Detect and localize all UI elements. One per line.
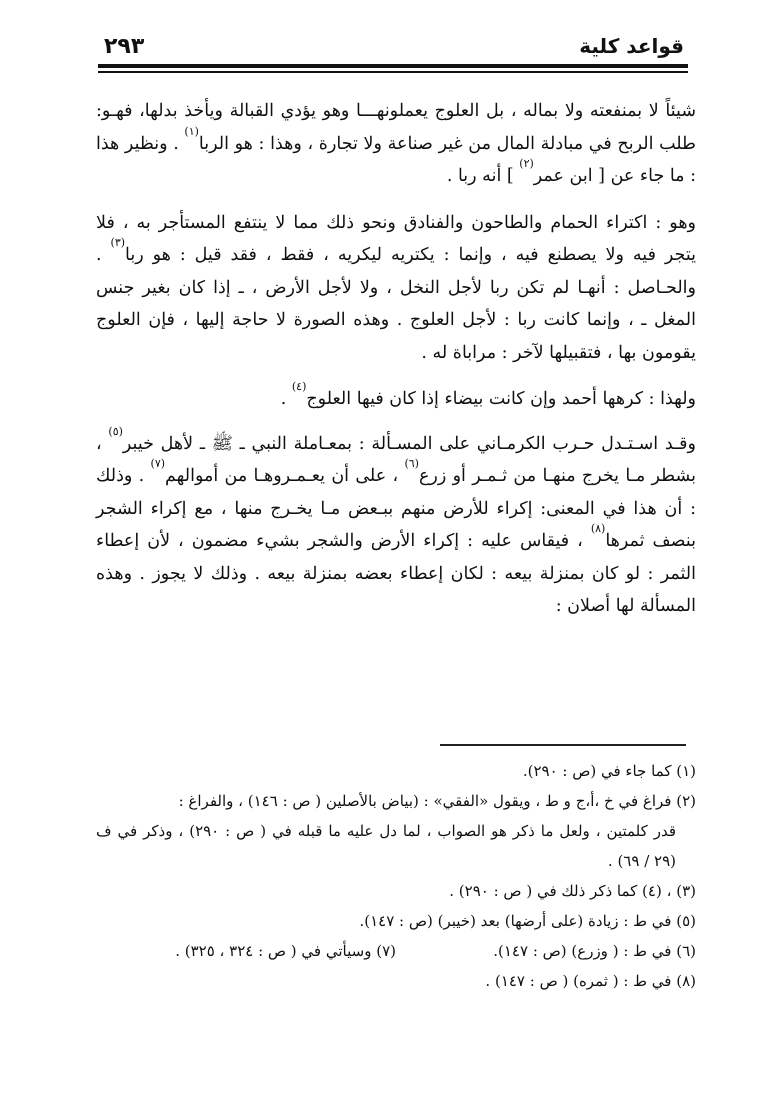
text-run: . والحـاصل : أنهـا لم تكن ربا لأجل النخل ، ولا لأجل الأرض ، ـ إذا كان بغير جنس المغل ـ ، وإنما كانت ربا : لأجل العلوج . وهذه الصورة لا حاجة إليها ، فإن العلوج يقومون بها ، فتقبيلها لآخر : مراباة له . xyxy=(96,245,696,363)
paragraph-2 xyxy=(96,207,696,370)
footnote-5: (٥) في ط : زيادة (على أرضها) بعد (خيبر) (ص : ١٤٧). xyxy=(359,912,696,930)
footnote-ref-1[interactable]: (١) xyxy=(184,124,199,138)
text-run: ، على أن يعـمـروهـا من أموالهم xyxy=(165,466,405,486)
text-run: ولهذا : كرهها أحمد وإن كانت بيضاء إذا كان فيها العلوج xyxy=(306,389,696,409)
page-header xyxy=(98,32,688,72)
text-run: . xyxy=(280,389,292,409)
text-run: . وذلك : أن هذا في المعنى: إكراء للأرض منهم ببـعض مـا يخـرج منها ، مع إكراء الشجر بنصف ثمرها xyxy=(96,466,696,551)
text-run: وهو : اكتراء الحمام والطاحون والفنادق ونحو ذلك مما لا ينتفع المستأجر به ، فلا يتجر فيه ولا يصطنع فيه ، وإنما : يكتريه ليكريه ، فقط ، فقد قيل : هو ربا xyxy=(96,212,696,265)
footnote-ref-5[interactable]: (٥) xyxy=(108,424,123,438)
footnotes xyxy=(96,756,696,996)
footnote-ref-7[interactable]: (٧) xyxy=(150,457,166,470)
text-run: ، فيقاس عليه : إكراء الأرض والشجر بشيء مضمون ، لأن إعطاء الثمر : لو كان بمنزلة بيعه : لكان إعطاء بعضه بمنزلة بيعه . وذلك لا يجوز . وهذه المسألة لها أصلان : xyxy=(96,531,696,616)
paragraph-3 xyxy=(96,380,696,416)
footnote-ref-2[interactable]: (٢) xyxy=(519,157,534,170)
text-run: ] أنه ربا . xyxy=(446,166,520,186)
footnote-6: (٦) في ط : ( وزرع) (ص : ١٤٧). xyxy=(493,942,696,960)
paragraph-1 xyxy=(96,95,696,193)
text-run: ، بشطر مـا يخرج منهـا من ثـمـر أو زرع xyxy=(96,433,696,486)
page-number: ٢٩٣ xyxy=(104,34,145,59)
footnote-row-6-7 xyxy=(96,936,696,966)
footnote-ref-4[interactable]: (٤) xyxy=(291,380,307,393)
footnote-3-4: (٣) ، (٤) كما ذكر ذلك في ( ص : ٢٩٠) . xyxy=(449,882,696,900)
text-run: وقـد اسـتـدل حـرب الكرمـاني على المسـألة : بمعـاملة النبي ـ ﷺ ـ لأهل خيبر xyxy=(122,433,696,454)
footnote-separator xyxy=(440,744,686,746)
footnote-ref-6[interactable]: (٦) xyxy=(404,457,419,470)
running-title: قواعد كلية xyxy=(579,34,684,58)
footnote-8: (٨) في ط : ( ثمره) ( ص : ١٤٧) . xyxy=(485,972,696,990)
footnote-ref-3[interactable]: (٣) xyxy=(110,236,126,249)
footnote-ref-8[interactable]: (٨) xyxy=(590,522,606,535)
text-run: . ونظير هذا : ما جاء عن [ ابن عمر xyxy=(96,133,696,186)
main-text xyxy=(96,95,696,637)
footnote-2: (٢) فراغ في خ ،أ،ج و ط ، ويقول «الفقي» : (بياض بالأصلين ( ص : ١٤٦) ، والفراغ : xyxy=(178,792,696,810)
header-rule-thin xyxy=(98,71,688,73)
footnote-1: (١) كما جاء في (ص : ٢٩٠). xyxy=(522,762,696,780)
paragraph-4 xyxy=(96,424,696,623)
footnote-2-continued: قدر كلمتين ، ولعل ما ذكر هو الصواب ، لما دل عليه ما قبله في ( ص : ٢٩٠) ، وذكر في ف (٢٩ / ٦٩) . xyxy=(96,822,676,870)
footnote-7: (٧) وسيأتي في ( ص : ٣٢٤ ، ٣٢٥) . xyxy=(175,942,396,960)
header-rule-thick xyxy=(98,64,688,68)
text-run: شيئاً لا بمنفعته ولا بماله ، بل العلوج يعملونهـــا وهو يؤدي القبالة ويأخذ بدلها، فهـو: طلب الربح في مبادلة المال من غير صناعة ولا تجارة ، وهذا : هو الربا xyxy=(96,101,696,154)
